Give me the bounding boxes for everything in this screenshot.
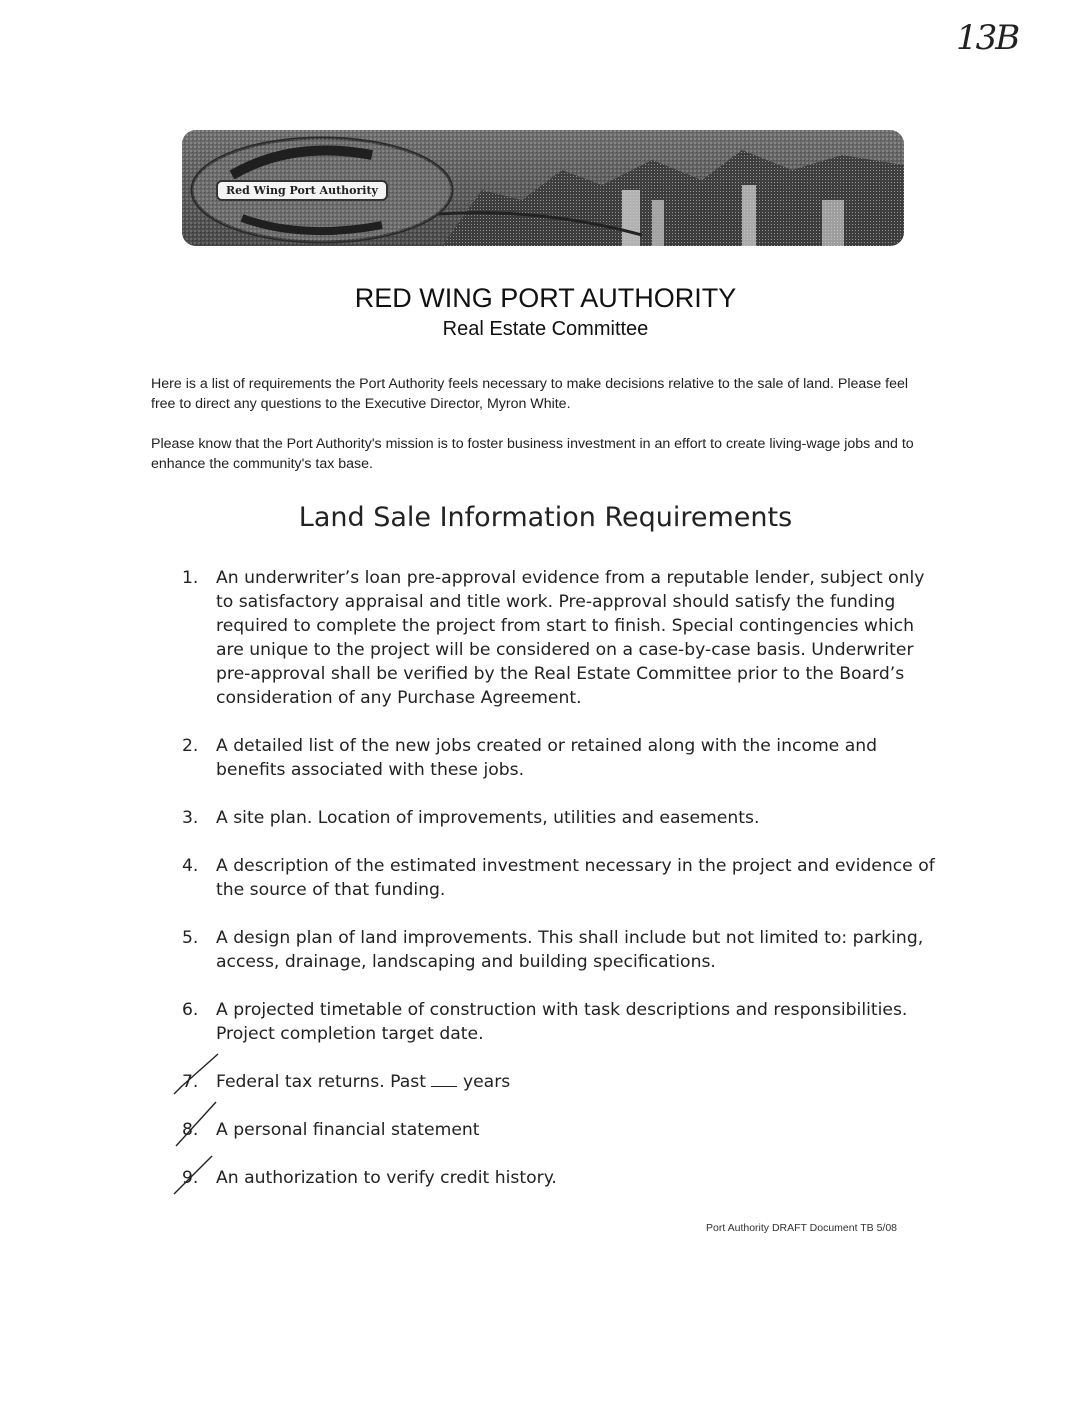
list-item (180, 1070, 940, 1094)
item-number: 3. (182, 808, 199, 828)
item-text: A description of the estimated investment necessary in the project and evidence of the source of that funding. (216, 856, 935, 900)
list-item (180, 998, 940, 1046)
list-item (180, 1166, 940, 1190)
item-number: 1. (182, 568, 199, 588)
mission-paragraph: Please know that the Port Authority's mission is to foster business investment in an effort to create living-wage jobs and to enhance the community's tax base. (151, 436, 914, 472)
item-number: 5. (182, 928, 199, 948)
banner-logo-label: Red Wing Port Authority (216, 180, 388, 201)
item-number: 6. (182, 1000, 199, 1020)
organization-title: RED WING PORT AUTHORITY (354, 283, 737, 313)
header-banner-photo (182, 130, 904, 246)
list-item (180, 1118, 940, 1142)
item-text: A design plan of land improvements. This shall include but not limited to: parking, access, drainage, landscaping and building specifications. (216, 928, 924, 972)
item-text: A detailed list of the new jobs created or retained along with the income and benefits associated with these jobs. (216, 736, 878, 780)
list-item (180, 734, 940, 782)
requirements-list (180, 566, 940, 1214)
list-item (180, 854, 940, 902)
handwritten-page-mark: 13B (956, 18, 1019, 58)
item-text: A projected timetable of construction with task descriptions and responsibilities. Project completion target date. (216, 1000, 908, 1044)
item-number: 4. (182, 856, 199, 876)
committee-subtitle: Real Estate Committee (442, 318, 649, 340)
item-number: 9. (182, 1168, 199, 1188)
item-text: A site plan. Location of improvements, utilities and easements. (216, 808, 760, 828)
footer-draft-note: Port Authority DRAFT Document TB 5/08 (706, 1222, 898, 1234)
list-item (180, 566, 940, 710)
item-text: An authorization to verify credit history. (216, 1168, 557, 1188)
item-text: years (462, 1072, 511, 1092)
item-text: A personal financial statement (216, 1120, 480, 1140)
item-number: 7. (182, 1072, 199, 1092)
list-item (180, 926, 940, 974)
fill-in-blank (431, 1072, 457, 1087)
item-text: Federal tax returns. Past (216, 1072, 426, 1092)
list-item (180, 806, 940, 830)
item-number: 2. (182, 736, 199, 756)
section-heading: Land Sale Information Requirements (298, 502, 793, 533)
item-number: 8. (182, 1120, 199, 1140)
item-text: An underwriter’s loan pre-approval evidence from a reputable lender, subject only to satisfactory appraisal and title work. Pre-approval should satisfy the funding required to complete the project from start to finish. Special contingencies which are unique to the project will be considered on a case-by-case basis. Underwriter pre-approval shall be verified by the Real Estate Committee prior to the Board’s consideration of any Purchase Agreement. (216, 568, 925, 708)
intro-paragraph: Here is a list of requirements the Port Authority feels necessary to make decisions relative to the sale of land. Please feel free to direct any questions to the Executive Director, Myron White. (151, 376, 909, 412)
